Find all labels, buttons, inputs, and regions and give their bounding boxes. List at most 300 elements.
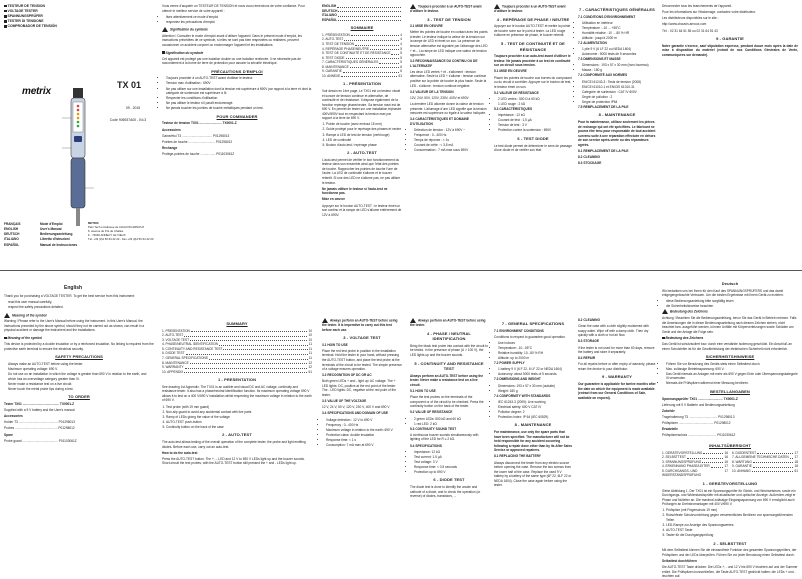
list-item: 5. Bouton d'auto-test / repérage phase [326, 143, 402, 148]
fr-warranty-column [662, 4, 798, 266]
list-item: • 2 LED vertes : 500 Ω à 60 kΩ [498, 97, 572, 102]
list-item: • Use indoors [498, 341, 572, 346]
de-toc-block [662, 440, 798, 579]
order-line: Tester TX01 ......................................... TX0001-Z [4, 401, 75, 406]
list-item: • 1 battery 9 V (6 F 22, 6 LF 22 or NEDA 1604) [498, 367, 572, 372]
fr-intro-paragraph: Vous venez d'acquérir un TESTEUR DE TENSION et nous vous remercions de votre confiance. Pour obtenir le meilleur service de votre appareil : [162, 4, 305, 13]
body-text: Place the test probes on the terminals of the component or of the circuit to be checked. Press the continuity button on the back of the tester. [410, 395, 484, 409]
body-text: 12 V, 24 V, 50 V, 120 V, 230 V, 400 V and 690 V [322, 405, 390, 410]
toc-row: 5. CONTINUITY AND RESISTANCE TEST 11 [162, 346, 312, 351]
note-text: Always perform an AUTO-TEST before using the tester. Never make a resistance test on a live circuit. [410, 373, 484, 387]
section-heading: SOMMAIRE [350, 25, 374, 31]
body-text: Voir dessin en 1ère page. Le TX01 est un testeur visuel et sonore de tension continue et alternative, de continuité et de résistance. Il dispose également de la fonction repérage phase/neutre. Sa tension maxi est de 690 V. En permet de tester sur une installation triphasée 400V/690V tout en respectant la tension max par rapport à la terre de 690 V. [322, 89, 402, 121]
en-dims-list [494, 384, 572, 394]
fr-safety-list [162, 76, 312, 110]
body-text: Le test diode permet de déterminer le sens de passage d'une diode et de vérifier son état. [494, 143, 572, 153]
subheading: 8.3 STOCKAGE [578, 161, 602, 166]
address-line: 6, avenue du Pré de Challes [88, 228, 124, 233]
section-heading: 8 - MAINTENANCE [598, 112, 636, 118]
toc-row: 7. ALLGEMEINE TECHNISCHE DATEN 17 [732, 455, 798, 460]
list-item: • Protection contre la surtension : 690V [498, 128, 572, 133]
model-number: TX 01 [117, 80, 142, 90]
note-text: Toujours procéder à un AUTO-TEST avant d'utiliser le testeur. [494, 4, 566, 13]
fr-voltage-column [410, 4, 488, 266]
body-text: Place the red test probe in position in the installation terminal. Hold the tester in your hand, without pressing the AUTO-TEST button, and place the test probe at the terminals of the circuit to be tested. The simple presence of a voltage ensures operation. [322, 348, 402, 372]
lang-index-item: ITALIANO [322, 13, 337, 18]
order-line: Testeur de tension TX01 ......................... TX0001-Z [162, 121, 237, 126]
subheading: 7.2 POWER SUPPLY [494, 361, 525, 366]
de-toc [662, 451, 798, 478]
list-item: • Impédance : 12 kΩ [498, 113, 572, 118]
address-line: F - 74940 ANNECY LE VIEUX [88, 232, 126, 237]
doc-title-fr: Mode d'Emploi [40, 222, 63, 226]
cover-title-it: TESTER DI TENSIONE [7, 19, 44, 24]
double-insulation-icon [4, 337, 7, 340]
list-item: • 1 LED rouge : 2 kΩ [498, 102, 572, 107]
lang-index-item: ENGLISH [322, 4, 337, 8]
subheading: 5.1 HOW TO USE [410, 389, 436, 394]
toc-row: 2. AUTO-TEST 4 [322, 37, 402, 42]
list-item: • respect the safety precautions detailed. [8, 305, 154, 310]
body-text: Les distributeurs disponibles sur le site : [662, 16, 719, 21]
subheading: 7.4 CONFORMITÉ AUX NORMES [578, 73, 628, 78]
body-text: Pour les informations sur l'étalonnage, contactez votre distributeur. [662, 10, 756, 15]
toc-row: 6. DIODENTEST 17 [732, 450, 798, 455]
warning-icon [662, 309, 668, 314]
order-line: Holder T3 ............................................ P01298013 [4, 420, 75, 425]
phone-text: Tél. : 02 31 64 51 55 ou 02 31 64 51 43 [662, 28, 718, 33]
list-item: • Never touch the metal probe tips during a test. [8, 387, 154, 392]
address-line: METRIX [88, 221, 99, 225]
list-item: • Dimensions : 193 x 57 x 30 mm (hors fourreau) [582, 63, 656, 68]
subheading: 3.4 SPECIFICATIONS AND DOMAIN OF USE [322, 411, 389, 416]
en-env-list [494, 341, 572, 361]
body-text: Appuyer sur le bouton AUTO-TEST : le testeur émet un son continu et la rampe de LED s'allume entièrement de 12V à 690V. [322, 203, 402, 217]
body-text: If the tester is not used for more than 60 days, remove the battery and store it separately. [578, 345, 655, 355]
section-heading: 4 - PHASE / NEUTRAL IDENTIFICATION [427, 330, 471, 342]
order-note: Lieferung mit 9 V Batterie und Bedienungsanleitung [662, 402, 735, 407]
language-index [322, 4, 402, 22]
list-item: • Temps de réponse : < 1s [414, 138, 488, 143]
language-tab-english: English [64, 285, 83, 291]
toc-row: 3. SPANNUNGSPRÜFUNG 16 [662, 459, 728, 464]
body-text: Appuyer sur le bouton AUTO-TEST et mettre la pointe de touche noire sur le point à tester. La LED rouge s'allume en présence de phase, le buzzer retentit. [494, 24, 571, 38]
cover-title-fr: TESTEUR DE TENSION [7, 4, 45, 8]
section-heading: BESTELLANGABEN [710, 388, 750, 394]
toc-row: 10. APPENDIX 61 [162, 369, 312, 374]
symbol-text: Attention ! Consulter le mode d'emploi avant d'utiliser l'appareil. Dans le présent mode d'emploi, les instructions précédées de ce symbole, si elles ne sont pas bien respectées ou réalisées, peuvent occasionner un accident corporel ou endommager l'appareil et les installations. [162, 33, 302, 47]
toc-row: 8. WARTUNG 18 [732, 459, 798, 464]
body-text: Clean the case with a cloth slightly moistened with soapy water. Wipe off with a damp cloth. Then dry quickly with a cloth or hot air flow. [578, 324, 649, 338]
section-heading: 5 - TEST DE CONTINUITÉ ET DE RÉSISTANCE [501, 40, 565, 52]
toc-row: 1. GERÄTEVORSTELLUNG 16 [662, 450, 728, 455]
list-item: • Protection up to 690 V [414, 470, 488, 475]
toc-row: 8. MAINTENANCE 12 [162, 360, 312, 365]
body-text: Pour la maintenance, utilisez seulement les pièces de rechange qui ont été spécifiées. Le fabricant ne pourra être tenu pour responsable de tout accident survenu suite à une réparation effectuée en dehors de son service après-vente ou des réparateurs agréés. [578, 120, 656, 147]
section-heading: SUMMARY [226, 321, 248, 326]
fr-env-list [578, 21, 656, 41]
de-intro-column [662, 278, 798, 438]
subheading: 3.3 VALUE OF THE VOLTAGE [322, 399, 367, 404]
list-item: • Tension max d'utilisation : 690V [166, 81, 312, 86]
subheading: 3.2 RECONNAISSANCE DU CONTINU OU DE L'ALTERNATIF [410, 59, 478, 68]
note-text: Always perform an AUTO-TEST before using the tester. [410, 318, 486, 327]
list-item: • Führen Sie vor Benutzung des Geräts stets einen Selbsttest durch. [666, 362, 798, 367]
list-item: • Ne jamais toucher les pointes de touche métalliques pendant un test. [166, 106, 312, 111]
fr-resistance-specs [494, 113, 572, 133]
page-divider [0, 270, 802, 271]
document-code: Code 906937A00 - Ed.3 [109, 118, 147, 122]
en-general-column [494, 318, 572, 564]
body-text: Our guarantee is applicable for twelve months after the date on which the equipment is made available (extract from our General Conditions of Sale, available on request). [578, 382, 656, 400]
subheading: Mise en oeuvre [322, 197, 346, 202]
lang-de: DEUTSCH [4, 232, 20, 237]
order-subtitle: Spare [4, 432, 13, 437]
body-text: For all repairs before or after expiry of warranty, please return the device to your distributor. [578, 362, 656, 371]
subheading: 3.1 HOW TO USE [322, 342, 348, 347]
list-item: • EN/CEI 61010-1 et EN/CEI 61010-31 [582, 85, 656, 90]
list-item: • Tension de test : 3 V [498, 123, 572, 128]
body-text: Conditions to respect to guarantee good operation. [494, 334, 566, 339]
doc-title-de: Bedienungsanleitung [40, 232, 73, 237]
order-subtitle: Ersatzteile [662, 427, 678, 432]
subheading: 7.2 ALIMENTATION [578, 41, 607, 45]
list-item: • Ne pas utiliser le testeur s'il paraît endommagé. [166, 101, 312, 106]
subheading: 5.3 CONTINUITY SOUND TEST [410, 426, 457, 431]
lang-index-item: DEUTSCH [322, 8, 338, 13]
en-resistance-values [410, 417, 488, 427]
list-item: • IEC 61243-3 (2009): Live working [498, 400, 572, 405]
subheading: 3.4 CARACTÉRISTIQUES ET DOMAINE D'UTILISATION [410, 117, 469, 126]
body-text: Placer les pointes de touche aux bornes du composant ou du circuit à contrôler. Appuyer sur le bouton de test, le testeur émet un son. [494, 75, 572, 89]
body-text: Déconnecter tous les branchements de l'appareil. [662, 4, 732, 8]
list-item: 2. Guide protégé pour le repérage des phases et neutre [326, 127, 402, 132]
symbol-title: Bedeutung des Zeichens [670, 309, 708, 314]
order-line: Spannungsprüfer TX01 ............................ TX0001-Z [662, 396, 738, 401]
order-line: Tragehalterung T3 ................................ P01298013 [662, 415, 735, 420]
warning-icon [162, 27, 168, 32]
en-intro-bullets [4, 300, 154, 310]
list-item: • Maximum operating voltage: 690 V. [8, 367, 154, 372]
toc-row: 6. TEST DIODE 5 [322, 55, 402, 60]
section-heading: 5 - CONTINUITY AND RESISTANCE TEST [414, 360, 484, 372]
section-heading: 1 - PRESENTATION [217, 377, 257, 383]
list-item: • Fréquence : 0...400 Hz [414, 133, 488, 138]
subheading: 5.1 MISE EN OEUVRE [494, 69, 527, 74]
subheading: 5.2 VALUE OF RESISTANCE [410, 410, 453, 415]
list-item: 4. AUTO-TEST push-button [166, 420, 312, 425]
en-safety-list [4, 362, 154, 391]
symbol-text: Achtung ! Beachten Sie die Bedienungsanleitung, bevor Sie das Gerät in Betrieb nehmen. Falls die Anweisungen die in dieser Bedienungsanleitung nach diesem Zeichen stehen, nicht beachtet bzw. ausgeführt werden, können Unfälle mit Körperverletzungen sowie Schäden am Gerät und der Anlage die Folge sein. [662, 316, 797, 334]
list-item: • Always make an AUTO-TEST before using the tester. [8, 362, 154, 367]
toc-row: 4. PHASE/NEUTRAL IDENTIFICATION 11 [162, 342, 312, 347]
lang-it: ITALIANO [4, 237, 19, 242]
list-item: 1. Pointe de touche (avec embout 15 mm) [326, 122, 402, 127]
section-heading: TO ORDER [68, 394, 90, 400]
list-item: • Température : -10 ... +55°C [582, 26, 656, 31]
lang-en: ENGLISH [4, 227, 19, 232]
body-text: L'auto-test permet de vérifier le bon fonctionnement du testeur dans son ensemble ainsi que l'état des pointes de touche. Rapprocher les pointes de touche l'une de l'autre. La LED de continuité s'allume et le buzzer retentit. Si une des LED ne s'allume pas, ne pas utiliser le testeur. [322, 157, 401, 185]
subheading: 8.2 CLEANING [578, 155, 600, 160]
order-line: Prüfspitzenschutz ................................ P01103061Z [662, 433, 736, 438]
list-item: • Altitude : jusqu'à 2000 m [582, 36, 656, 41]
section-heading: 9 - WARRANTY [601, 374, 633, 380]
list-item: • Dimensions: 193 x 57 x 30 mm (outside) [498, 384, 572, 389]
toc-row: 5. TEST DE CONTINUITÉ ET DE RÉSISTANCE 5 [322, 51, 402, 56]
symbol-title: Meaning of the symbol [7, 335, 43, 340]
cover-language-list [4, 222, 20, 248]
section-heading: 7 - GENERAL SPECIFICATIONS [501, 321, 565, 326]
body-text: The auto-test allows testing of the overall operation of the complete tester, the probe and light emitting diodes. Before each use, carry out an auto-test. [162, 440, 306, 449]
order-line: Pointes de touche .............................. P01298012 [162, 139, 233, 144]
body-text: Siehe Abbildung 1. Der TX01 ist ein Spannungsprüfer für Gleich- und Wechselstrom, sowie ein Durchgangs- und Widerstandsprüfer mit akustischer und optischer Anzeige. Außerdem zeigt er Phase und Nulleiter an. Die maximal zulässige Eingangsspannung von 690 V ermöglicht auch Prüfungen an Drehstromanlagen mit 400 V/690 V. [662, 488, 796, 507]
list-item: • Voltage detection : 12 V to 690 V [326, 418, 402, 423]
subheading: 5.2 VALEUR DE RÉSISTANCE [494, 90, 539, 95]
order-line: Prüfspitzen ....................................... P01298012 [662, 421, 731, 426]
fr-power-list [578, 47, 656, 57]
cover-title-es: COMPROBADOR DE TENSIÓN [7, 24, 57, 29]
section-heading: 2 - SELBSTTEST [713, 540, 747, 546]
body-text: For maintenance, use only the spare parts that have been specified. The manufacturer will not be held responsible for any accident occurring following a repair done other than by its After Sales Service or approved repairers. [494, 430, 572, 453]
cover-title-list [4, 4, 154, 30]
list-item: 5. Taster für die Durchgangsprüfung [666, 533, 798, 538]
toc-row: 3. TEST DE TENSION 4 [322, 41, 402, 46]
cover-title-en: VOLTAGE TESTER [7, 9, 38, 14]
fr-phase-column [494, 4, 572, 266]
list-item: • Degré de pollution : 2 [582, 95, 656, 100]
toc-row: 10. ANNEXE 61 [322, 73, 402, 78]
list-item: • Weight: 180 g [498, 389, 572, 394]
en-warranty-column [578, 318, 656, 564]
en-phase-column [410, 318, 488, 564]
body-text: Notre garantie s'exerce, sauf stipulation expresse, pendant douze mois après la date de mise à disposition du matériel (extrait de nos Conditions Générales de Vente, communiquées sur demande). [662, 43, 798, 57]
list-item: • diese Bedienungsanleitung bitte sorgfältig lesen [666, 299, 798, 304]
list-item: 5. Continuity button on the back of the case [166, 425, 312, 430]
section-heading: SAFETY PRECAUTIONS [55, 354, 103, 360]
subheading: How to do the auto-test [162, 450, 198, 455]
language-tab-deutsch: Deutsch [721, 281, 739, 286]
section-heading: SICHERHEITSHINWEISE [705, 354, 755, 360]
subheading: 8.1 REMPLACEMENT DE LA PILE [578, 148, 629, 153]
fr-voltage-specs [410, 128, 488, 153]
order-line: Protège-pointes de touche ................. P01103061Z [162, 152, 235, 157]
list-item: • Humidité relative : 10 ... 80 % HR [582, 31, 656, 36]
fr-toc [322, 33, 402, 78]
doc-title-it: Libretto d'Istruzioni [40, 237, 70, 242]
section-heading: 8 - MAINTENANCE [514, 422, 552, 428]
fr-specs-column [578, 4, 656, 266]
toc-row: 4. ERKENNUNG PHASE/LEITER 17 [662, 464, 728, 469]
symbol-title: Signification du symbole [165, 50, 204, 55]
en-power-list [494, 367, 572, 377]
en-resistance-specs [410, 450, 488, 475]
double-insulation-icon [162, 51, 165, 54]
tester-illustration [62, 88, 94, 228]
note-text: Toujours procéder à un auto-test avant d'utiliser le testeur. Ne jamais procéder à un test de continuité sur un circuit sous tension. [494, 54, 571, 68]
subheading: 7.4 CONFORMITY WITH STANDARDS [494, 393, 551, 398]
cover-code [100, 118, 156, 123]
symbol-title: Bedeutung des Zeichens [665, 335, 704, 340]
order-subtitle: Accessories [4, 414, 23, 419]
list-item: • Maximum voltage in relation to the earth: 690 V [326, 428, 402, 433]
list-item: • Never make a resistance test on a live circuit. [8, 382, 154, 387]
fr-resistance-values [494, 97, 572, 107]
symbol-title: Meaning of the symbol [12, 313, 47, 318]
order-line: Probe guard ........................................ P01103061Z [4, 438, 77, 443]
section-heading: 2 - AUTO-TEST [347, 150, 377, 156]
section-heading: 1 - GERÄTEVORSTELLUNG [702, 480, 758, 486]
section-heading: 3 - VOLTAGE TEST [343, 335, 381, 341]
subheading: 3.2 RECOGNITION OF DC OR AC [322, 373, 372, 378]
list-item: • lisez attentivement ce mode d'emploi [166, 15, 312, 20]
brand-logo [22, 86, 51, 97]
list-item: • Response time: < 0.5 seconds [414, 465, 488, 470]
subheading: 7.5 REMPLACEMENT DE LA PILE [578, 104, 629, 109]
list-item: • 1 pile 9 V (6 LF 22 ou NEDA 1604) [582, 47, 656, 52]
en-presentation-list [162, 405, 312, 430]
list-item: • 2 green LEDs: 500 kΩ and 60 kΩ [414, 417, 488, 422]
address-line: Parc Tech et Adresse de CHAUVIN ARNOUX [88, 224, 145, 229]
section-heading: 1 - PRÉSENTATION [342, 81, 382, 87]
toc-row: 3. VOLTAGE TEST 10 [162, 337, 312, 342]
lang-es: ESPAÑOL [4, 242, 20, 247]
fr-norms-list [578, 80, 656, 105]
edition-date: 09 - 2015 [125, 106, 141, 110]
subheading: 7.1 ENVIRONMENT CONDITIONS [494, 328, 544, 333]
doc-title-en: User's Manual [40, 227, 62, 232]
section-heading: POUR COMMANDER [216, 113, 258, 119]
fr-presentation-list [322, 122, 402, 147]
cover-title-de: SPANNUNGSPRÜFER [7, 14, 43, 19]
list-item: 1. Test probe (with 19 mm guard) [166, 405, 312, 410]
note-text: Ne jamais utiliser le testeur si l'auto-test ne fonctionne pas. [322, 186, 388, 196]
toc-row: 9. GARANTIE 6 [322, 69, 402, 74]
body-text: Mit dem Selbsttest können Sie die einwandfreie Funktion des gesamten Spannungsprüfers, der Prüfspitzen und der LEDs überprüfen. Führen Sie vor jeder Benutzung einen Selbsttest durch. [662, 548, 797, 557]
de-presentation-list [662, 508, 798, 537]
symbol-text: Warning ! Please refer to the User's Manual before using the instrument. In this User's Manual, the instructions preceded by the above symbol, should they not be carried out as shown, can result in a physical accident or damage the instrument and the installations. [4, 319, 145, 333]
section-heading: 2 - AUTO-TEST [222, 432, 252, 438]
list-item: • respectez les précautions d'emploi [166, 20, 312, 25]
section-heading: 9 - GARANTIE [716, 36, 744, 42]
list-item: • Consommation : 7 mA max sous 690V [414, 148, 488, 153]
order-line: Probes ................................................ P01298012 [4, 426, 75, 431]
subheading: Selbsttest durchführen [662, 559, 697, 564]
toc-row: 1. PRÉSENTATION 4 [322, 32, 402, 37]
list-item: • Frequency : 0...400 Hz [326, 423, 402, 428]
warning-icon [4, 313, 10, 318]
list-item: 2. Rutschfeste Schutzvorrichtung gegen versehentliches Berühren von spannungsführenden Teilen [666, 513, 798, 522]
brand-name: metrix [22, 86, 51, 97]
body-text: Both green LEDs + and - light up: AC voltage. The + LED lights: DC, positive at the red point of the tester. The - LED lights: DC, negative at the red point of the tester. [322, 379, 397, 398]
lang-fr: FRANÇAIS [4, 222, 21, 226]
order-subtitle: Rechange [162, 145, 178, 150]
subheading: 3.3 VALEUR DE LA TENSION [410, 89, 454, 94]
order-subtitle: Zubehör [662, 408, 675, 413]
symbol-text: This device is protected by a double insulation or by a reinforced insulation. No linking to required from the protective earth terminal to ensure the electrical security. [4, 342, 154, 351]
list-item: • Test voltage: 3 V [414, 460, 488, 465]
toc-row: 1. PRESENTATION 10 [162, 328, 312, 333]
section-heading: INHALTSÜBERSICHT [709, 443, 751, 448]
toc-row: 7. CARACTÉRISTIQUES GÉNÉRALES 5 [322, 60, 402, 65]
body-text: Thank you for purchasing a VOLTAGE TESTER. To get the best service from this instrument: [4, 294, 135, 298]
list-item: • read this user manual carefully, [8, 300, 154, 305]
en-toc [162, 329, 312, 374]
subheading: 7.3 DIMENSIONS AND WEIGHT [494, 377, 541, 382]
list-item: 3. LED-Rampe zur Anzeige des Spannungswertes [666, 523, 798, 528]
list-item: • Response time: < 1 s [326, 438, 402, 443]
list-item: • 1 red LED: 2 kΩ [414, 422, 488, 427]
cover-date [113, 106, 153, 111]
list-item: • Catégorie de surtension : CAT IV 600V [582, 90, 656, 95]
list-item: • die Sicherheitshinweise beachten [666, 304, 798, 309]
lang-index-item: ESPAÑOL [322, 17, 338, 22]
list-item: • Utilisation en intérieur [582, 21, 656, 26]
section-heading: 6 - TEST DIODE [517, 135, 549, 141]
list-item: • Autonomie : 5000 tests de 5 secondes [582, 52, 656, 57]
subheading: 8.2 CLEANING [578, 318, 600, 322]
section-heading: PRÉCAUTIONS D'EMPLOI [211, 68, 263, 74]
doc-title-es: Manual de Instrucciones [40, 242, 78, 247]
symbol-title: Signification du symbole [170, 27, 208, 32]
fr-dims-list [578, 63, 656, 73]
en-intro-column [4, 294, 154, 564]
list-item: • Courant de crête : < 3,5 mA [414, 143, 488, 148]
order-note: Supplied with a 9 V battery and the User's manual [4, 407, 75, 412]
toc-row: 5. DURCHGANGS- UND WIDERSTANDSPRÜFUNG 17 [662, 468, 728, 478]
body-text: Die AUTO-TEST Taste drücken: Die LEDs +, - und 12 V bis 690 V leuchten auf und der Summer ertönt. Die Prüfspitzen kurzschließen, die Taste AUTO-TEST gedrückt halten: die LEDs + und - leuchten auf. [662, 565, 798, 579]
toc-row: 8. MAINTENANCE 6 [322, 64, 402, 69]
body-text: Press the AUTO-TEST button. The +, -, LED and 12 V to 690 V LEDs light up and the buzzer sounds. Short-circuit the test probes, with the AUTO-TEST button still pressed the + and - LEDs light up. [162, 456, 305, 466]
body-text: Always disconnect the tester from any electric source before opening the case. Remove the two screws from the lower half of the case. Replace the used 9 V battery by a battery of the same type (6F 22, 6LF 22 or NEDA 1604). Close the case again before using the tester. [494, 460, 572, 488]
list-item: • Electrical safety: 600 V CAT IV [498, 405, 572, 410]
section-heading: 3 - TEST DE TENSION [427, 16, 471, 22]
list-item: • Altitude: up to 2000 m [498, 356, 572, 361]
subheading: 8.1 REPLACING THE BATTERY [494, 454, 541, 459]
body-text: A continuous buzzer sounds simultaneously with lighting of the LED for R ≤ 2 kΩ. [410, 432, 479, 442]
list-item: • Respecter les conditions d'utilisation. [166, 96, 312, 101]
list-item: • EN/CEI 61243-3 : Tests de tension (2008) [582, 80, 656, 85]
list-item: • Protection Index: IP 64 (IEC 60529) [498, 415, 572, 420]
list-item: • Ne pas utiliser sur une installation dont la tension est supérieure à 690V par rapport à la terre et dont la catégorie de surtension est supérieure à III. [166, 87, 312, 96]
list-item: • Autonomy: about 5000 tests of 5 seconds [498, 372, 572, 377]
list-item: • Consumption: 7 mA max at 690 V [326, 443, 402, 448]
section-heading: 4 - REPÉRAGE DE PHASE / NEUTRE [496, 16, 570, 22]
body-text: 12V, 24V, 50V, 120V, 230V, 400V et 690V [410, 95, 469, 100]
toc-row: 9. GARANTIE 18 [732, 464, 798, 469]
cover-doc-titles [40, 222, 77, 248]
list-item: • Test current: 1.5 µA [414, 455, 488, 460]
subheading: 5.4 SPECIFICATIONS [410, 443, 442, 448]
list-item: 3. Ramp of LEDs giving the value of the voltage [166, 415, 312, 420]
en-voltage-specs [322, 418, 402, 448]
symbol-text: Das Gerät ist schutzisoliert bzw. durch eine verstärkte Isolierung geschützt. Ein Anschluß an einen Schutzleiter ist für die Gewährleistung der elektrischen Sicherheit nicht erforderlich. [662, 341, 792, 351]
toc-row: 6. DIODE TEST 11 [162, 351, 312, 356]
list-item: • Courant de test : 1,5 µA [498, 118, 572, 123]
order-line: Gaine/étui T3 .................................. P01298013 [162, 133, 230, 138]
list-item: • Das Gerät niemals an Anlagen mit mehr als 690 V gegen Erde oder Überspannungskategorie III verwenden. [666, 372, 798, 381]
address-line: Tél. +33 (0)4 50 64 22 22 - Fax +33 (0)4 50 64 22 00 [88, 236, 154, 241]
note-text: Toujours procéder à un AUTO-TEST avant d'utiliser le testeur. [410, 4, 482, 13]
subheading: 8.4 REPAIR [578, 356, 596, 361]
body-text: Wir bedanken uns bei Ihnen für den Kauf des SPANNUNGSPRÜFERS und das damit entgegengebrachte Vertrauen. Um die besten Ergebnisse mit Ihrem Gerät zu erzielen: [662, 288, 784, 298]
list-item: • Temperature: -10...55°C [498, 346, 572, 351]
website-link: http://www.chauvin-arnoux.com [662, 22, 707, 27]
section-heading: 7 - CARACTÉRISTIQUES GÉNÉRALES [579, 7, 655, 12]
body-text: The diode test is done to identify the anode and cathode of a diode, and to check the operation (or reverse) of diodes, transistors, ... [410, 485, 481, 499]
list-item: • Toujours procéder à un AUTO-TEST avant d'utiliser le testeur. [166, 76, 312, 81]
toc-row: 9. WARRANTY 12 [162, 365, 312, 370]
subheading: 5.3 CARACTÉRISTIQUES [494, 107, 533, 112]
